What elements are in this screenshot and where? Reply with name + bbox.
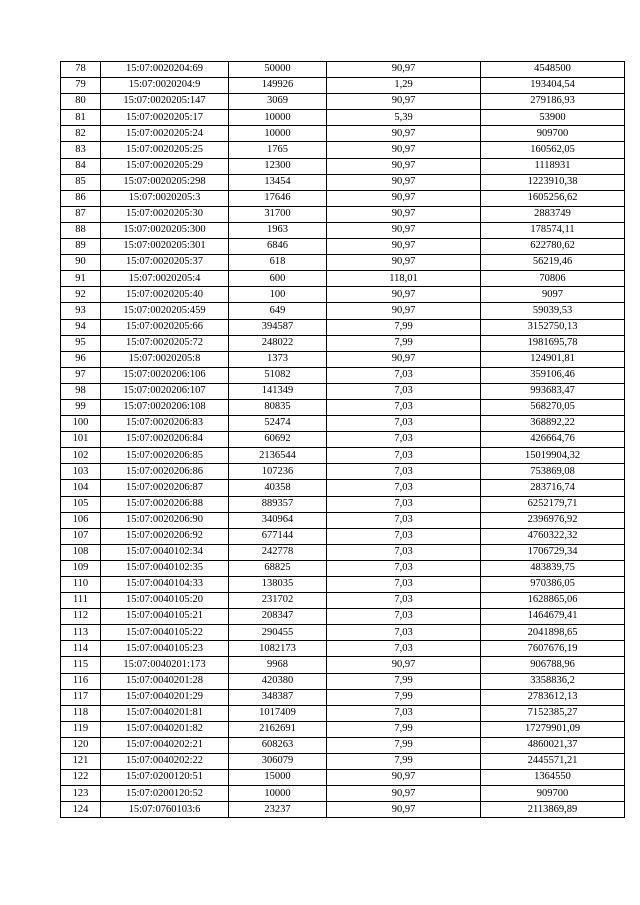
area-cell: 141349 [229,383,327,399]
rate-cell: 90,97 [327,786,481,802]
rate-cell: 90,97 [327,303,481,319]
value-cell: 9097 [481,287,625,303]
area-cell: 2162691 [229,721,327,737]
area-cell: 306079 [229,754,327,770]
table-row [61,303,625,319]
cadastral-number-cell: 15:07:0040201:81 [101,705,229,721]
row-number-cell: 118 [61,705,101,721]
row-number-cell: 78 [61,62,101,78]
area-cell: 10000 [229,110,327,126]
cadastral-number-cell: 15:07:0020205:459 [101,303,229,319]
cadastral-number-cell: 15:07:0020206:84 [101,432,229,448]
area-cell: 51082 [229,367,327,383]
table-row [61,222,625,238]
row-number-cell: 101 [61,432,101,448]
table-row [61,657,625,673]
value-cell: 70806 [481,271,625,287]
table-row [61,190,625,206]
area-cell: 600 [229,271,327,287]
row-number-cell: 87 [61,206,101,222]
table-row [61,110,625,126]
cadastral-number-cell: 15:07:0040102:34 [101,544,229,560]
table-row [61,464,625,480]
row-number-cell: 110 [61,577,101,593]
row-number-cell: 100 [61,416,101,432]
area-cell: 1963 [229,222,327,238]
rate-cell: 90,97 [327,142,481,158]
table-row [61,609,625,625]
area-cell: 1017409 [229,705,327,721]
rate-cell: 7,03 [327,641,481,657]
table-row [61,770,625,786]
row-number-cell: 106 [61,512,101,528]
cadastral-number-cell: 15:07:0020206:87 [101,480,229,496]
value-cell: 4548500 [481,62,625,78]
row-number-cell: 98 [61,383,101,399]
cadastral-number-cell: 15:07:0040201:173 [101,657,229,673]
cadastral-number-cell: 15:07:0020205:8 [101,351,229,367]
table-row [61,239,625,255]
value-cell: 124901,81 [481,351,625,367]
table-row [61,383,625,399]
value-cell: 1223910,38 [481,174,625,190]
table-row [61,416,625,432]
cadastral-number-cell: 15:07:0040105:22 [101,625,229,641]
cadastral-number-cell: 15:07:0020205:17 [101,110,229,126]
area-cell: 50000 [229,62,327,78]
rate-cell: 90,97 [327,222,481,238]
row-number-cell: 96 [61,351,101,367]
cadastral-number-cell: 15:07:0040201:82 [101,721,229,737]
table-row [61,335,625,351]
table-row [61,512,625,528]
table-row [61,754,625,770]
area-cell: 100 [229,287,327,303]
table-row [61,158,625,174]
table-row [61,560,625,576]
value-cell: 7152385,27 [481,705,625,721]
value-cell: 193404,54 [481,78,625,94]
table-row [61,705,625,721]
area-cell: 17646 [229,190,327,206]
cadastral-number-cell: 15:07:0040202:21 [101,737,229,753]
cadastral-number-cell: 15:07:0760103:6 [101,802,229,818]
row-number-cell: 120 [61,737,101,753]
cadastral-number-cell: 15:07:0200120:51 [101,770,229,786]
row-number-cell: 82 [61,126,101,142]
area-cell: 1082173 [229,641,327,657]
table-row [61,319,625,335]
value-cell: 2445571,21 [481,754,625,770]
value-cell: 178574,11 [481,222,625,238]
row-number-cell: 109 [61,560,101,576]
value-cell: 283716,74 [481,480,625,496]
area-cell: 608263 [229,737,327,753]
area-cell: 348387 [229,689,327,705]
area-cell: 40358 [229,480,327,496]
rate-cell: 90,97 [327,62,481,78]
value-cell: 2396976,92 [481,512,625,528]
area-cell: 68825 [229,560,327,576]
rate-cell: 7,03 [327,593,481,609]
row-number-cell: 123 [61,786,101,802]
area-cell: 3069 [229,94,327,110]
row-number-cell: 102 [61,448,101,464]
row-number-cell: 86 [61,190,101,206]
table-row [61,351,625,367]
area-cell: 12300 [229,158,327,174]
row-number-cell: 121 [61,754,101,770]
table-row [61,271,625,287]
cadastral-number-cell: 15:07:0020206:92 [101,528,229,544]
area-cell: 1373 [229,351,327,367]
value-cell: 15019904,32 [481,448,625,464]
row-number-cell: 89 [61,239,101,255]
area-cell: 52474 [229,416,327,432]
value-cell: 160562,05 [481,142,625,158]
rate-cell: 90,97 [327,158,481,174]
rate-cell: 7,03 [327,625,481,641]
value-cell: 426664,76 [481,432,625,448]
cadastral-number-cell: 15:07:0020205:298 [101,174,229,190]
value-cell: 4760322,32 [481,528,625,544]
rate-cell: 90,97 [327,94,481,110]
table-row [61,802,625,818]
cadastral-number-cell: 15:07:0020206:108 [101,399,229,415]
table-row [61,737,625,753]
table-row [61,641,625,657]
rate-cell: 7,03 [327,705,481,721]
rate-cell: 7,03 [327,464,481,480]
cadastral-number-cell: 15:07:0020206:88 [101,496,229,512]
rate-cell: 7,99 [327,673,481,689]
area-cell: 2136544 [229,448,327,464]
row-number-cell: 88 [61,222,101,238]
area-cell: 231702 [229,593,327,609]
value-cell: 2113869,89 [481,802,625,818]
area-cell: 13454 [229,174,327,190]
row-number-cell: 99 [61,399,101,415]
row-number-cell: 116 [61,673,101,689]
area-cell: 1765 [229,142,327,158]
cadastral-number-cell: 15:07:0040202:22 [101,754,229,770]
rate-cell: 90,97 [327,174,481,190]
cadastral-number-cell: 15:07:0020206:90 [101,512,229,528]
cadastral-number-cell: 15:07:0020204:9 [101,78,229,94]
row-number-cell: 114 [61,641,101,657]
area-cell: 6846 [229,239,327,255]
cadastral-number-cell: 15:07:0040104:33 [101,577,229,593]
value-cell: 568270,05 [481,399,625,415]
row-number-cell: 112 [61,609,101,625]
area-cell: 649 [229,303,327,319]
value-cell: 3358836,2 [481,673,625,689]
row-number-cell: 115 [61,657,101,673]
rate-cell: 7,99 [327,754,481,770]
table-row [61,786,625,802]
rate-cell: 7,03 [327,560,481,576]
cadastral-number-cell: 15:07:0020206:107 [101,383,229,399]
area-cell: 420380 [229,673,327,689]
cadastral-number-cell: 15:07:0020205:40 [101,287,229,303]
cadastral-number-cell: 15:07:0020205:24 [101,126,229,142]
rate-cell: 90,97 [327,239,481,255]
rate-cell: 7,99 [327,335,481,351]
row-number-cell: 119 [61,721,101,737]
value-cell: 1706729,34 [481,544,625,560]
area-cell: 149926 [229,78,327,94]
rate-cell: 7,03 [327,496,481,512]
cadastral-number-cell: 15:07:0020205:300 [101,222,229,238]
cadastral-number-cell: 15:07:0020205:37 [101,255,229,271]
row-number-cell: 94 [61,319,101,335]
cadastral-number-cell: 15:07:0040201:29 [101,689,229,705]
value-cell: 1981695,78 [481,335,625,351]
rate-cell: 90,97 [327,657,481,673]
table-row [61,78,625,94]
cadastral-number-cell: 15:07:0020205:3 [101,190,229,206]
rate-cell: 7,99 [327,319,481,335]
table-row [61,528,625,544]
rate-cell: 90,97 [327,190,481,206]
value-cell: 1628865,06 [481,593,625,609]
area-cell: 60692 [229,432,327,448]
cadastral-number-cell: 15:07:0020205:301 [101,239,229,255]
rate-cell: 7,03 [327,528,481,544]
rate-cell: 7,03 [327,367,481,383]
table-row [61,94,625,110]
table-row [61,287,625,303]
value-cell: 279186,93 [481,94,625,110]
value-cell: 906788,96 [481,657,625,673]
rate-cell: 7,03 [327,399,481,415]
row-number-cell: 84 [61,158,101,174]
row-number-cell: 108 [61,544,101,560]
row-number-cell: 105 [61,496,101,512]
value-cell: 2883749 [481,206,625,222]
row-number-cell: 83 [61,142,101,158]
rate-cell: 90,97 [327,206,481,222]
table-row [61,544,625,560]
rate-cell: 7,03 [327,512,481,528]
table-row [61,432,625,448]
table-row [61,142,625,158]
area-cell: 23237 [229,802,327,818]
table-row [61,593,625,609]
cadastral-number-cell: 15:07:0200120:52 [101,786,229,802]
value-cell: 753869,08 [481,464,625,480]
area-cell: 208347 [229,609,327,625]
rate-cell: 90,97 [327,802,481,818]
area-cell: 248022 [229,335,327,351]
value-cell: 7607676,19 [481,641,625,657]
cadastral-number-cell: 15:07:0040105:21 [101,609,229,625]
row-number-cell: 91 [61,271,101,287]
rate-cell: 7,03 [327,448,481,464]
rate-cell: 7,03 [327,480,481,496]
value-cell: 17279901,09 [481,721,625,737]
rate-cell: 7,03 [327,577,481,593]
rate-cell: 5,39 [327,110,481,126]
rate-cell: 90,97 [327,126,481,142]
value-cell: 4860021,37 [481,737,625,753]
value-cell: 909700 [481,126,625,142]
value-cell: 909700 [481,786,625,802]
value-cell: 59039,53 [481,303,625,319]
table-row [61,126,625,142]
row-number-cell: 97 [61,367,101,383]
row-number-cell: 104 [61,480,101,496]
row-number-cell: 117 [61,689,101,705]
area-cell: 677144 [229,528,327,544]
cadastral-number-cell: 15:07:0020205:147 [101,94,229,110]
value-cell: 53900 [481,110,625,126]
value-cell: 368892,22 [481,416,625,432]
row-number-cell: 79 [61,78,101,94]
area-cell: 10000 [229,126,327,142]
rate-cell: 7,99 [327,721,481,737]
value-cell: 1364550 [481,770,625,786]
area-cell: 31700 [229,206,327,222]
rate-cell: 1,29 [327,78,481,94]
table-row [61,673,625,689]
row-number-cell: 93 [61,303,101,319]
area-cell: 80835 [229,399,327,415]
cadastral-number-cell: 15:07:0020205:30 [101,206,229,222]
cadastral-number-cell: 15:07:0020205:66 [101,319,229,335]
value-cell: 3152750,13 [481,319,625,335]
table-row [61,174,625,190]
area-cell: 9968 [229,657,327,673]
row-number-cell: 107 [61,528,101,544]
area-cell: 889357 [229,496,327,512]
cadastral-number-cell: 15:07:0020204:69 [101,62,229,78]
table-row [61,206,625,222]
value-cell: 483839,75 [481,560,625,576]
value-cell: 2041898,65 [481,625,625,641]
area-cell: 618 [229,255,327,271]
rate-cell: 7,03 [327,544,481,560]
table-row [61,625,625,641]
cadastral-number-cell: 15:07:0020205:25 [101,142,229,158]
area-cell: 15000 [229,770,327,786]
value-cell: 6252179,71 [481,496,625,512]
cadastral-number-cell: 15:07:0020205:4 [101,271,229,287]
area-cell: 340964 [229,512,327,528]
row-number-cell: 124 [61,802,101,818]
area-cell: 10000 [229,786,327,802]
row-number-cell: 92 [61,287,101,303]
value-cell: 622780,62 [481,239,625,255]
value-cell: 56219,46 [481,255,625,271]
rate-cell: 90,97 [327,770,481,786]
table-row [61,577,625,593]
cadastral-number-cell: 15:07:0020206:83 [101,416,229,432]
cadastral-number-cell: 15:07:0020206:85 [101,448,229,464]
value-cell: 970386,05 [481,577,625,593]
table-row [61,399,625,415]
rate-cell: 7,03 [327,432,481,448]
rate-cell: 7,03 [327,416,481,432]
cadastral-number-cell: 15:07:0040105:23 [101,641,229,657]
value-cell: 993683,47 [481,383,625,399]
table-row [61,448,625,464]
row-number-cell: 95 [61,335,101,351]
table-row [61,721,625,737]
cadastral-number-cell: 15:07:0040102:35 [101,560,229,576]
table-row [61,480,625,496]
value-cell: 1464679,41 [481,609,625,625]
area-cell: 290455 [229,625,327,641]
table-row [61,367,625,383]
row-number-cell: 122 [61,770,101,786]
table-row [61,255,625,271]
row-number-cell: 113 [61,625,101,641]
rate-cell: 90,97 [327,351,481,367]
area-cell: 394587 [229,319,327,335]
cadastral-number-cell: 15:07:0020205:72 [101,335,229,351]
rate-cell: 90,97 [327,287,481,303]
row-number-cell: 80 [61,94,101,110]
area-cell: 138035 [229,577,327,593]
value-cell: 1118931 [481,158,625,174]
row-number-cell: 85 [61,174,101,190]
table-row [61,62,625,78]
value-cell: 359106,46 [481,367,625,383]
value-cell: 2783612,13 [481,689,625,705]
row-number-cell: 103 [61,464,101,480]
cadastral-number-cell: 15:07:0020206:106 [101,367,229,383]
rate-cell: 7,99 [327,737,481,753]
table-row [61,496,625,512]
cadastral-number-cell: 15:07:0020205:29 [101,158,229,174]
area-cell: 107236 [229,464,327,480]
rate-cell: 7,03 [327,609,481,625]
data-table [60,61,625,818]
row-number-cell: 111 [61,593,101,609]
table-body [61,62,625,818]
cadastral-number-cell: 15:07:0040105:20 [101,593,229,609]
rate-cell: 118,01 [327,271,481,287]
rate-cell: 7,99 [327,689,481,705]
cadastral-number-cell: 15:07:0040201:28 [101,673,229,689]
row-number-cell: 81 [61,110,101,126]
area-cell: 242778 [229,544,327,560]
value-cell: 1605256,62 [481,190,625,206]
table-row [61,689,625,705]
cadastral-number-cell: 15:07:0020206:86 [101,464,229,480]
rate-cell: 7,03 [327,383,481,399]
rate-cell: 90,97 [327,255,481,271]
row-number-cell: 90 [61,255,101,271]
